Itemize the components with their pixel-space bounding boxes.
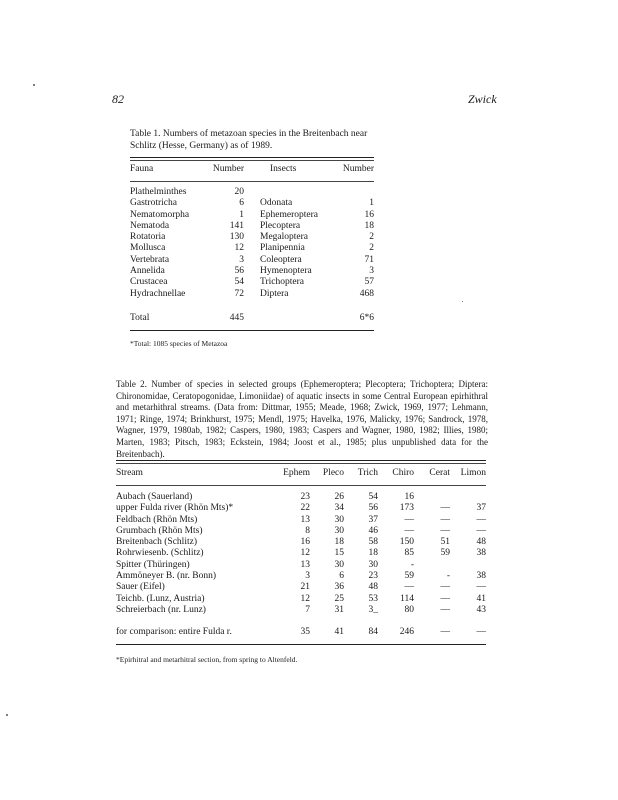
value-cell: — [440, 503, 450, 514]
value-cell: 84 [368, 627, 378, 637]
table2-top-rule [116, 460, 486, 461]
total-label: Total [130, 313, 150, 323]
value-cell: 13 [300, 514, 310, 525]
total-fauna: 445 [229, 313, 244, 323]
insect-cell: Hymenoptera [260, 266, 312, 277]
value-cell: - [410, 559, 414, 570]
value-cell: 246 [399, 627, 414, 637]
value-cell: 15 [334, 548, 344, 559]
stream-cell: Grumbach (Rhön Mts) [116, 525, 203, 536]
number-cell: 1 [239, 209, 244, 220]
value-cell: 56 [368, 503, 378, 514]
stream-cell: Teichb. (Lunz, Austria) [116, 593, 205, 604]
value-cell: 13 [300, 559, 310, 570]
value-cell: — [440, 525, 450, 536]
insect-cell: Trichoptera [260, 277, 304, 288]
value-cell: 80 [404, 604, 414, 615]
number-cell: 71 [364, 254, 374, 265]
number-cell: 20 [234, 187, 244, 197]
value-cell: 16 [300, 537, 310, 548]
value-cell: — [440, 593, 450, 604]
fauna-cell: Mollusca [130, 243, 166, 254]
fauna-cell: Annelida [130, 266, 165, 277]
table-row [116, 571, 486, 582]
col-header: Fauna [130, 164, 154, 174]
stream-cell: Ammöneyer B. (nr. Bonn) [116, 571, 217, 582]
fauna-cell: Hydrachnellae [130, 288, 186, 299]
value-cell: 16 [404, 492, 414, 502]
table2-header-row [116, 468, 486, 479]
number-cell: 141 [229, 220, 244, 231]
value-cell: 3 [305, 571, 310, 582]
value-cell: 59 [404, 571, 414, 582]
stream-cell: for comparison: entire Fulda r. [116, 627, 232, 637]
value-cell: 41 [334, 627, 344, 637]
value-cell: 30 [334, 514, 344, 525]
number-cell: 3 [369, 266, 374, 277]
number-cell: 72 [234, 288, 244, 299]
number-cell: 1 [369, 198, 374, 209]
table-row [130, 289, 374, 300]
number-cell: 130 [229, 232, 244, 243]
page-number: 82 [112, 92, 124, 106]
number-cell: 12 [234, 243, 244, 254]
insect-cell: Odonata [260, 198, 293, 209]
value-cell: 114 [400, 593, 414, 604]
insect-cell: Plecoptera [260, 220, 301, 231]
stream-cell: Schreierbach (nr. Lunz) [116, 604, 206, 615]
table1-body [130, 187, 374, 300]
value-cell: 51 [440, 537, 450, 548]
table-row [116, 526, 486, 537]
fauna-cell: Rotatoria [130, 232, 166, 243]
table-row [130, 221, 374, 232]
table2-caption: Table 2. Number of species in selected groups (Ephemeroptera; Plecoptera; Trichoptera; Diptera: Chironomidae, Ceratopogonidae, Limoniidae) of aquatic insects in some Central European epirhithral and metarhithral streams. (Data from: Dittmar, 1955; Meade, 1968; Zwick, 1969, 1977; Lehmann, 1971; Ringe, 1974; Brinkhurst, 1975; Mendl, 1975; Havelka, 1976, Malicky, 1976; Sandrock, 1978, Wagner, 1979, 1980ab, 1982; Caspers, 1980, 1983; Caspers and Wagner, 1980, 1982; Illies, 1980; Marten, 1983; Pitsch, 1983; Eckstein, 1984; Joost et al., 1985; plus unpublished data for the Breitenbach). [116, 379, 488, 459]
table-row [116, 605, 486, 616]
value-cell: — [440, 627, 450, 637]
value-cell: 30 [334, 525, 344, 536]
insect-cell: Planipennia [260, 243, 305, 254]
insect-cell [244, 187, 334, 198]
insect-cell: Megaloptera [260, 232, 309, 243]
table-row [116, 548, 486, 559]
value-cell: 12 [300, 548, 310, 559]
value-cell [450, 560, 486, 571]
running-head-author: Zwick [468, 92, 497, 106]
value-cell: — [404, 525, 414, 536]
number-cell: 3 [239, 254, 244, 265]
value-cell: 37 [368, 514, 378, 525]
col-header: Ephem [283, 468, 310, 478]
fauna-cell: Nematomorpha [130, 209, 190, 220]
table2-body [116, 492, 486, 616]
value-cell: 22 [300, 503, 310, 514]
value-cell: 54 [368, 492, 378, 502]
value-cell: 23 [300, 492, 310, 502]
value-cell: 25 [334, 593, 344, 604]
value-cell: — [476, 525, 486, 536]
table-row [130, 198, 374, 209]
stream-cell: Spitter (Thüringen) [116, 559, 190, 570]
col-header: Number [342, 164, 374, 174]
fauna-cell: Gastrotricha [130, 198, 177, 209]
table1-total [130, 313, 374, 324]
value-cell: — [476, 627, 486, 637]
table1-header-row [130, 164, 374, 175]
table-row [116, 492, 486, 503]
value-cell: 12 [300, 593, 310, 604]
value-cell: 31 [334, 604, 344, 615]
value-cell: 7 [305, 604, 310, 615]
table2-top-rule-2 [116, 463, 486, 464]
fauna-cell: Nematoda [130, 220, 170, 231]
stream-cell: Rohrwiesenb. (Schlitz) [116, 548, 204, 559]
stream-cell: Sauer (Eifel) [116, 582, 165, 593]
number-cell: 56 [234, 266, 244, 277]
number-cell: 18 [364, 220, 374, 231]
table-row [116, 537, 486, 548]
value-cell: 58 [368, 537, 378, 548]
value-cell: 36 [334, 582, 344, 593]
table1-top-rule-2 [130, 160, 374, 161]
total-row [130, 313, 374, 324]
col-header: Pleco [322, 468, 344, 478]
col-header: Limon [460, 468, 486, 478]
value-cell: 38 [476, 548, 486, 559]
stream-cell: upper Fulda river (Rhön Mts)* [116, 503, 234, 514]
value-cell: — [476, 582, 486, 593]
table-row [130, 210, 374, 221]
table-row [130, 277, 374, 288]
value-cell: 46 [368, 525, 378, 536]
table-row [116, 594, 486, 605]
scan-speck [462, 301, 463, 302]
col-header: Number [212, 164, 244, 174]
insect-cell: Ephemeroptera [260, 209, 319, 220]
fauna-cell: Vertebrata [130, 254, 170, 265]
value-cell: 30 [368, 559, 378, 570]
fauna-cell: Plathelminthes [130, 187, 187, 197]
value-cell: 48 [368, 582, 378, 593]
value-cell: 18 [368, 548, 378, 559]
scan-speck [6, 714, 8, 716]
value-cell: 38 [476, 571, 486, 582]
table1-top-rule [130, 157, 374, 158]
number-cell: 6 [239, 198, 244, 209]
table1-caption: Table 1. Numbers of metazoan species in the Breitenbach near Schlitz (Hesse, Germany) as of 1989. [130, 129, 368, 151]
value-cell: 23 [368, 571, 378, 582]
value-cell: 8 [305, 525, 310, 536]
value-cell: 3_ [368, 604, 378, 615]
table-row [130, 232, 374, 243]
table-row [116, 515, 486, 526]
value-cell: 6 [339, 571, 344, 582]
table-row [130, 187, 374, 198]
col-header: Stream [116, 468, 143, 478]
table2-header-rule [116, 485, 486, 486]
value-cell: 37 [476, 503, 486, 514]
table1-header-rule [130, 181, 374, 182]
col-header: Insects [270, 164, 297, 174]
comparison-row [116, 627, 486, 638]
table2-bottom-rule [116, 644, 486, 645]
col-header: Trich [357, 468, 378, 478]
value-cell: 41 [476, 593, 486, 604]
value-cell: 53 [368, 593, 378, 604]
fauna-cell: Crustacea [130, 277, 168, 288]
table2-comparison [116, 627, 486, 638]
value-cell: — [476, 514, 486, 525]
col-header: Cerat [429, 468, 450, 478]
table1-footnote: *Total: 1085 species of Metazoa [130, 339, 228, 348]
value-cell: — [440, 582, 450, 593]
value-cell: 34 [334, 503, 344, 514]
value-cell [450, 492, 486, 503]
total-insects: 6*6 [359, 313, 374, 323]
number-cell: 2 [369, 232, 374, 243]
stream-cell: Aubach (Sauerland) [116, 492, 193, 502]
insect-cell: Coleoptera [260, 254, 302, 265]
stream-cell: Breitenbach (Schlitz) [116, 537, 197, 548]
value-cell: 35 [300, 627, 310, 637]
table-row [130, 243, 374, 254]
value-cell: 173 [399, 503, 414, 514]
value-cell: 30 [334, 559, 344, 570]
value-cell: — [404, 514, 414, 525]
scan-speck [33, 84, 35, 86]
value-cell: 26 [334, 492, 344, 502]
table-row [130, 266, 374, 277]
table2-header [116, 468, 486, 479]
number-cell: 2 [369, 243, 374, 254]
number-cell: 54 [234, 277, 244, 288]
value-cell: — [404, 582, 414, 593]
table2-footnote: *Epirhitral and metarhitral section, from spring to Altenfeld. [116, 655, 298, 664]
table1-bottom-rule [130, 330, 374, 331]
table-row [116, 560, 486, 571]
number-cell: 57 [364, 277, 374, 288]
col-header: Chiro [392, 468, 414, 478]
number-cell: 16 [364, 209, 374, 220]
value-cell [414, 492, 450, 503]
table-row [116, 503, 486, 514]
value-cell: 59 [440, 548, 450, 559]
value-cell: — [440, 604, 450, 615]
insect-cell: Diptera [260, 288, 289, 299]
value-cell: 85 [404, 548, 414, 559]
value-cell: 43 [476, 604, 486, 615]
value-cell: 18 [334, 537, 344, 548]
number-cell: 468 [359, 288, 374, 299]
value-cell: — [440, 514, 450, 525]
stream-cell: Feldbach (Rhön Mts) [116, 514, 198, 525]
table-row [116, 582, 486, 593]
table-row [130, 255, 374, 266]
number-cell [334, 187, 374, 198]
value-cell: 21 [300, 582, 310, 593]
value-cell: 48 [476, 537, 486, 548]
value-cell: - [446, 571, 450, 582]
value-cell [414, 560, 450, 571]
table1 [130, 164, 374, 175]
value-cell: 150 [399, 537, 414, 548]
